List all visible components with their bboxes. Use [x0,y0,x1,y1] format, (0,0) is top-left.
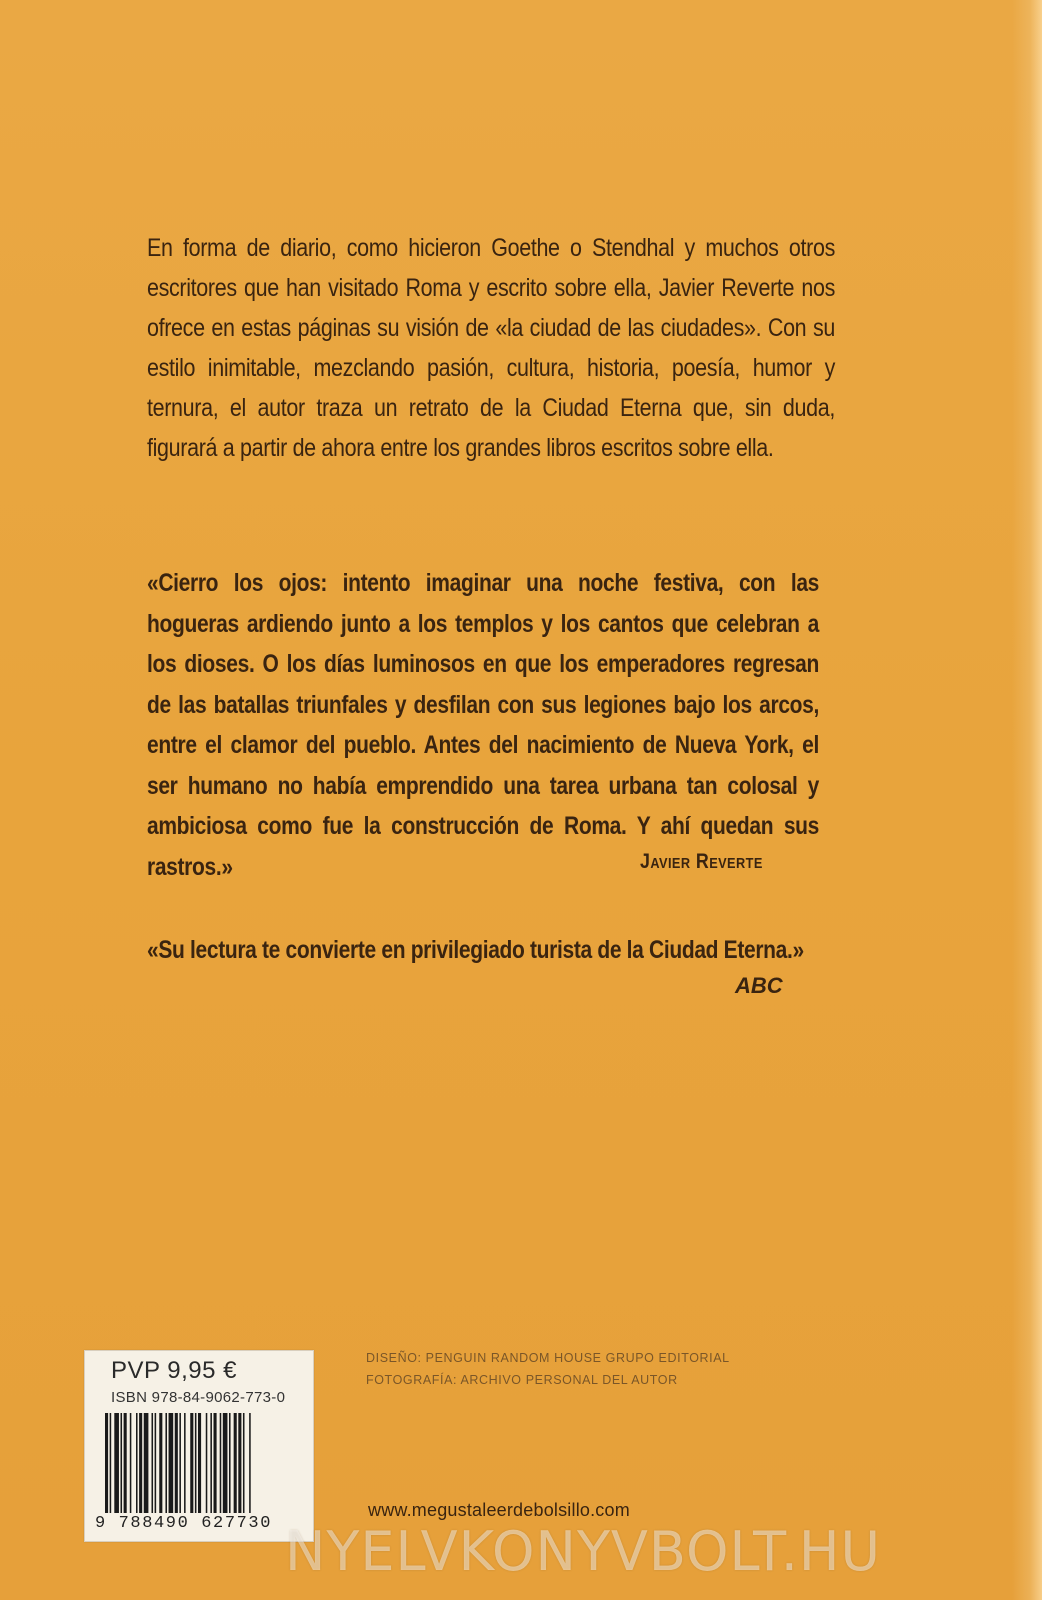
watermark: NYELVKONYVBOLT.HU [285,1520,881,1583]
synopsis-paragraph: En forma de diario, como hicieron Goethe o Stendhal y muchos otros escritores que han visitado Roma y escrito sobre ella, Javier Reverte nos ofrece en estas páginas su visión de «la ciudad de las ciudades». Con su estilo inimitable, mezclando pasión, cultura, historia, poesía, humor y ternura, el autor traza un retrato de la Ciudad Eterna que, sin duda, figurará a partir de ahora entre los grandes libros escritos sobre ella. [147,234,835,462]
isbn-text: ISBN 978-84-9062-773-0 [111,1389,286,1406]
photo-credit: FOTOGRAFÍA: ARCHIVO PERSONAL DEL AUTOR [366,1373,678,1387]
design-credit: DISEÑO: PENGUIN RANDOM HOUSE GRUPO EDITORIAL [366,1351,730,1365]
press-review-quote: «Su lectura te convierte en privilegiado turista de la Ciudad Eterna.» [147,936,804,964]
price-text: PVP 9,95 € [111,1357,237,1384]
cover-edge [1012,0,1042,1600]
press-review-source: ABC [735,973,783,998]
publisher-website: www.megustaleerdebolsillo.com [368,1500,630,1520]
price-sticker [84,1350,314,1542]
credits [366,1347,730,1391]
author-quote: «Cierro los ojos: intento imaginar una noche festiva, con las hogueras ardiendo junto a los templos y los cantos que celebran a los dioses. O los días luminosos en que los emperadores regresan de las batallas triunfales y desfilan con sus legiones bajo los arcos, entre el clamor del pueblo. Antes del nacimiento de Nueva York, el ser humano no había emprendido una tarea urbana tan colosal y ambiciosa como fue la construcción de Roma. Y ahí quedan sus rastros.» [147,569,819,881]
barcode-icon [103,1413,303,1513]
barcode-digits: 9 788490 627730 [95,1514,273,1533]
quote-author-name: Javier Reverte [640,850,763,873]
